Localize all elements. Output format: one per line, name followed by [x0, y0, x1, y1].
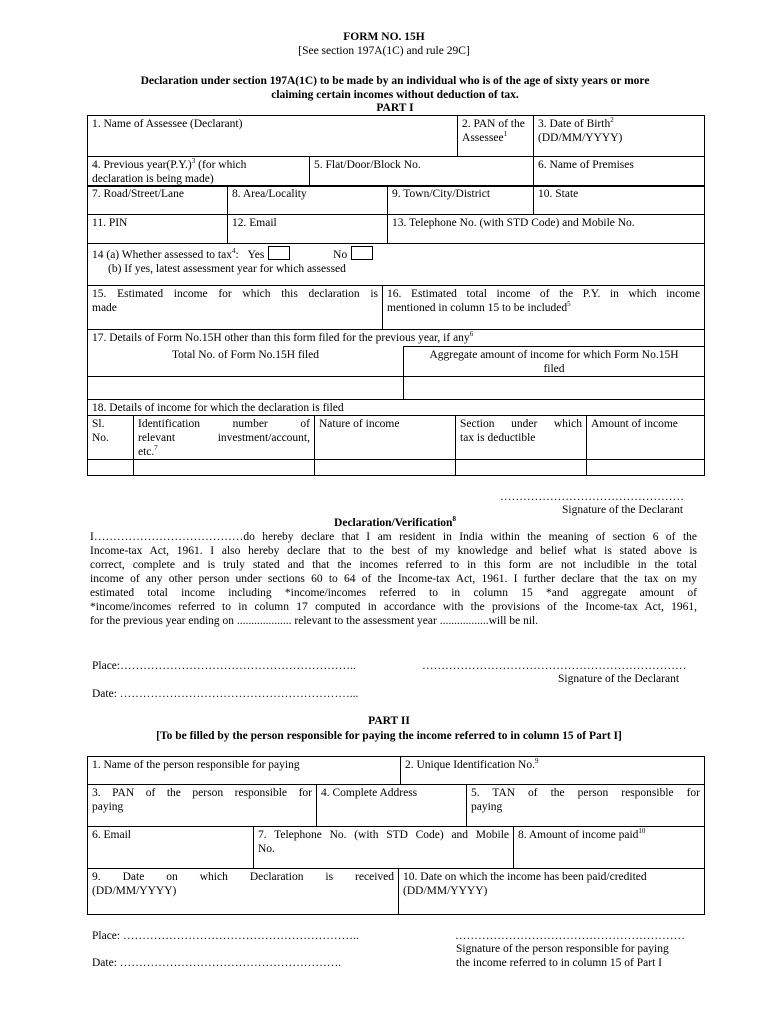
- declaration-verification-title: Declaration/Verification$^8$: [334, 515, 456, 529]
- field-name-of-assessee[interactable]: 1. Name of Assessee (Declarant): [88, 116, 458, 157]
- input-aggregate-amount[interactable]: [404, 377, 705, 400]
- field-payer-email[interactable]: 6. Email: [88, 827, 254, 869]
- field-date-of-birth[interactable]: 3. Date of Birth$^2$ (DD/MM/YYYY): [534, 116, 705, 157]
- input-nature-of-income[interactable]: [315, 460, 456, 476]
- field-date-income-paid[interactable]: 10. Date on which the income has been paid/credited (DD/MM/YYYY): [399, 869, 705, 915]
- form-section-reference: [See section 197A(1C) and rule 29C]: [298, 45, 470, 57]
- field-road-street-lane[interactable]: 7. Road/Street/Lane: [88, 186, 228, 215]
- part2-table-row6: [87, 826, 705, 869]
- part2-table-row9: [87, 868, 705, 915]
- col-total-forms-filed: Total No. of Form No.15H filed: [88, 347, 404, 377]
- part1-table-row14: [87, 243, 705, 286]
- declaration-paragraph: I…………………………………do hereby declare that I am resident in India within the meaning of section 6 of the Income-tax Act, 1961. I also hereby declare that to the best of my knowledge and belief what is stated above is correct, complete and is truly stated and that the incomes referred to in this form are not includible in the total income of any other person under sections 60 to 64 of the Income-tax Act, 1961. I further declare that the tax on my estimated total income including *income/incomes referred to in column 15 *and aggregate amount of *income/incomes referred to in column 17 computed in accordance with the provisions of the Income-tax Act, 1961, for the previous year ending on ................... relevant to the assessment year .................will be nil.: [90, 531, 697, 627]
- part1-table-row18: [87, 399, 705, 476]
- payer-date-field[interactable]: Date: ………………………………………………….: [92, 957, 342, 969]
- field-estimated-total-income[interactable]: 16. Estimated total income of the P.Y. in which income mentioned in column 15 to be included$^5$: [383, 286, 705, 330]
- declarant-signature-line-2[interactable]: ……………………………………………………………: [422, 660, 687, 672]
- input-sl-no[interactable]: [88, 460, 134, 476]
- field-payer-pan[interactable]: 3. PAN of the person responsible for paying: [88, 785, 317, 827]
- field-complete-address[interactable]: 4. Complete Address: [317, 785, 467, 827]
- input-amount[interactable]: [587, 460, 705, 476]
- declarant-signature-label-2: Signature of the Declarant: [558, 673, 680, 685]
- part2-subtitle: [To be filled by the person responsible for paying the income referred to in column 15 of Part I]: [156, 730, 622, 742]
- field-payer-telephone[interactable]: 7. Telephone No. (with STD Code) and Mobile No.: [254, 827, 514, 869]
- details-income-heading: 18. Details of income for which the declaration is filed: [88, 400, 705, 416]
- part2-title: PART II: [368, 715, 410, 727]
- field-assessed-to-tax: 14 (a) Whether assessed to tax$^4$: Yes No (b) If yes, latest assessment year for which assessed: [88, 244, 705, 286]
- input-identification-number[interactable]: [134, 460, 315, 476]
- declarant-signature-line[interactable]: …………………………………………: [500, 491, 684, 503]
- form-number: FORM NO. 15H: [343, 31, 425, 43]
- declarant-place-field[interactable]: Place:……………………………………………………..: [92, 660, 356, 672]
- field-amount-paid[interactable]: 8. Amount of income paid$^{10}$: [514, 827, 705, 869]
- details-form15h-heading: 17. Details of Form No.15H other than this form filed for the previous year, if any$^6$: [88, 330, 705, 347]
- input-section[interactable]: [456, 460, 587, 476]
- part1-table-row17: [87, 329, 705, 400]
- field-unique-identification-no[interactable]: 2. Unique Identification No.$^9$: [401, 757, 705, 785]
- col-amount-of-income: Amount of income: [587, 416, 705, 460]
- part1-table-row7: [87, 185, 705, 244]
- field-email[interactable]: 12. Email: [228, 215, 388, 244]
- part2-table-row1: [87, 756, 705, 785]
- declarant-signature-label: Signature of the Declarant: [562, 504, 684, 516]
- field-area-locality[interactable]: 8. Area/Locality: [228, 186, 388, 215]
- part2-table-row3: [87, 784, 705, 827]
- col-sl-no: Sl. No.: [88, 416, 134, 460]
- col-section-deductible: Section under which tax is deductible: [456, 416, 587, 460]
- field-previous-year[interactable]: 4. Previous $year(P.Y.)^3$ (for which declaration is being made): [88, 157, 310, 187]
- payer-signature-line[interactable]: ……………………………………………………: [455, 930, 685, 942]
- field-payer-name[interactable]: 1. Name of the person responsible for paying: [88, 757, 401, 785]
- declarant-date-field[interactable]: Date: ……………………………………………………...: [92, 688, 359, 700]
- field-telephone-mobile[interactable]: 13. Telephone No. (with STD Code) and Mobile No.: [388, 215, 705, 244]
- field-state[interactable]: 10. State: [534, 186, 705, 215]
- input-total-forms-filed[interactable]: [88, 377, 404, 400]
- assessed-no-checkbox[interactable]: [351, 246, 373, 260]
- part1-title: PART I: [376, 102, 414, 114]
- assessed-yes-checkbox[interactable]: [268, 246, 290, 260]
- field-town-city-district[interactable]: 9. Town/City/District: [388, 186, 534, 215]
- payer-signature-label-line2: the income referred to in column 15 of Part I: [456, 957, 662, 969]
- payer-signature-label-line1: Signature of the person responsible for paying: [456, 943, 669, 955]
- field-name-of-premises[interactable]: 6. Name of Premises: [534, 157, 705, 187]
- col-aggregate-amount: Aggregate amount of income for which Form No.15H filed: [404, 347, 705, 377]
- payer-place-field[interactable]: Place: ……………………………………………………..: [92, 930, 359, 942]
- col-nature-of-income: Nature of income: [315, 416, 456, 460]
- col-identification-number: Identification number of relevant investment/account, etc.$^7$: [134, 416, 315, 460]
- field-pin[interactable]: 11. PIN: [88, 215, 228, 244]
- field-date-declaration-received[interactable]: 9. Date on which Declaration is received (DD/MM/YYYY): [88, 869, 399, 915]
- field-pan-of-assessee[interactable]: 2. PAN of the Assessee$^1$: [458, 116, 534, 157]
- field-payer-tan[interactable]: 5. TAN of the person responsible for paying: [467, 785, 705, 827]
- declaration-heading-line1: Declaration under section 197A(1C) to be made by an individual who is of the age of sixty years or more: [140, 75, 650, 87]
- part1-table-rows4-13: [87, 156, 705, 187]
- field-estimated-income[interactable]: 15. Estimated income for which this declaration is made: [88, 286, 383, 330]
- latest-assessment-year-label: (b) If yes, latest assessment year for which assessed: [108, 263, 346, 275]
- part1-table-main: [87, 115, 705, 157]
- part1-table-row15: [87, 285, 705, 330]
- field-flat-door-block[interactable]: 5. Flat/Door/Block No.: [310, 157, 534, 187]
- declaration-heading-line2: claiming certain incomes without deduction of tax.: [271, 89, 519, 101]
